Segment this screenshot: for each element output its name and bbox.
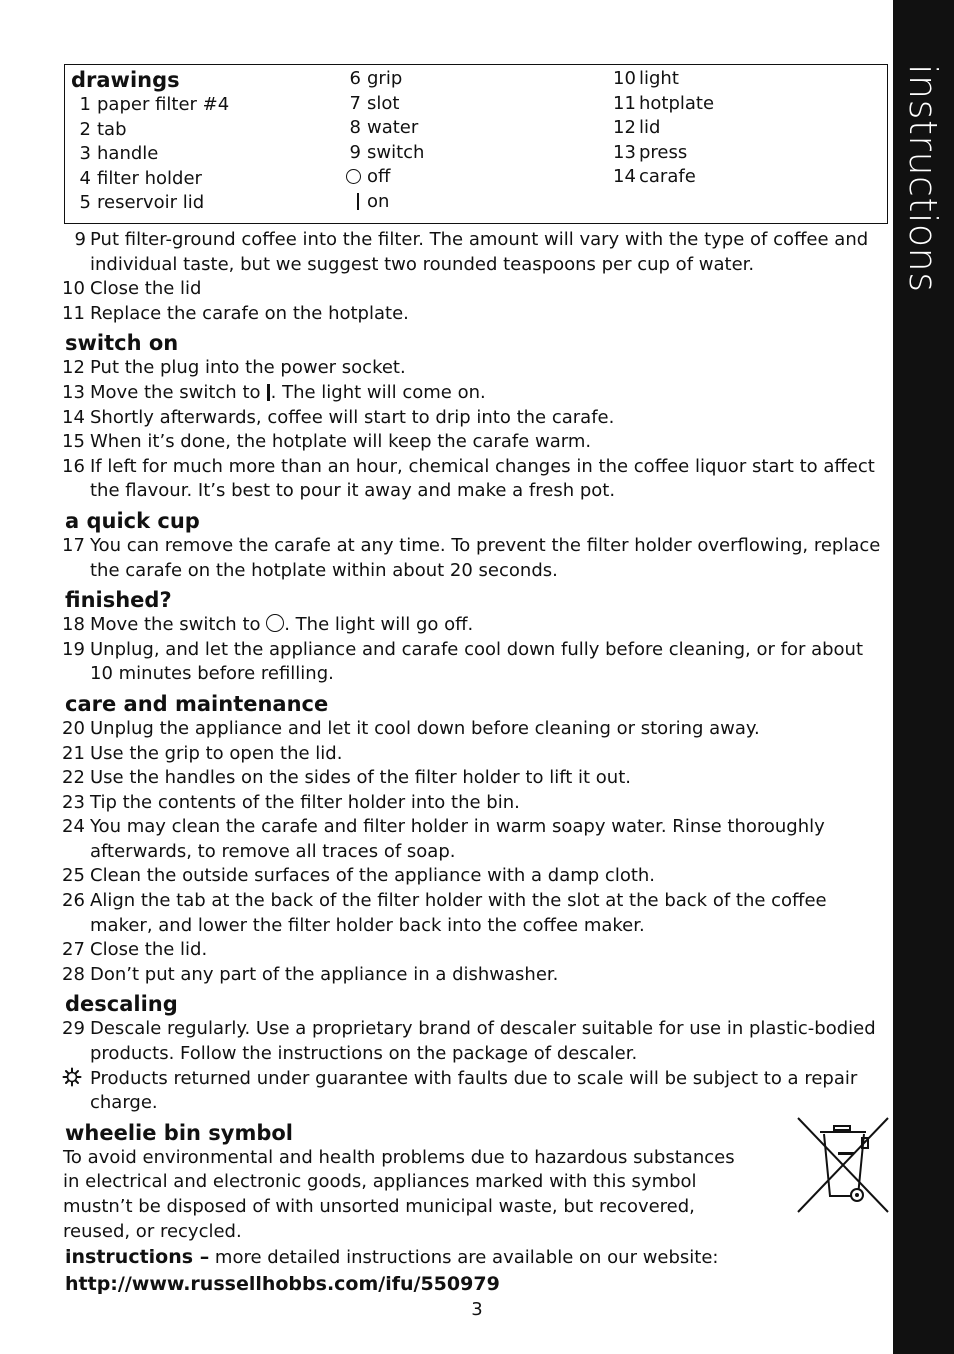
step-item: 17 You can remove the carafe at any time. To prevent the filter holder overflowing, replace the carafe on the hotplate within about 20 seconds. bbox=[62, 534, 881, 581]
part-item: 13 press bbox=[613, 141, 688, 163]
step-item: 12 Put the plug into the power socket. bbox=[62, 357, 406, 379]
section-title-switch-on: switch on bbox=[65, 331, 179, 356]
step-item: 28 Don’t put any part of the appliance in a dishwasher. bbox=[62, 963, 559, 985]
step-item: 20 Unplug the appliance and let it cool down before cleaning or storing away. bbox=[62, 717, 760, 739]
section-title-quick-cup: a quick cup bbox=[65, 508, 200, 533]
part-item: 11 hotplate bbox=[613, 92, 715, 114]
step-item: 13 Move the switch to . The light will come on. bbox=[62, 381, 486, 403]
warning-item: Products returned under guarantee with faults due to scale will be subject to a repair charge. bbox=[62, 1067, 888, 1116]
side-tab-label: instructions bbox=[901, 64, 945, 293]
instructions-website-line: instructions – more detailed instructions are available on our website: bbox=[65, 1246, 719, 1269]
off-symbol-icon bbox=[266, 614, 284, 632]
step-item: 24 You may clean the carafe and filter holder in warm soapy water. Rinse thoroughly afterwards, to remove all traces of soap. bbox=[62, 816, 825, 862]
part-item: 9 switch bbox=[349, 141, 425, 163]
side-tab bbox=[893, 0, 954, 1354]
part-item: 5 reservoir lid bbox=[79, 192, 205, 214]
step-item: 16 If left for much more than an hour, chemical changes in the coffee liquor start to affect the flavour. It’s best to pour it away and make a fresh pot. bbox=[62, 455, 875, 502]
step-item: 14 Shortly afterwards, coffee will start to drip into the carafe. bbox=[62, 406, 615, 428]
step-item: 23 Tip the contents of the filter holder into the bin. bbox=[62, 791, 520, 813]
step-item: 22 Use the handles on the sides of the filter holder to lift it out. bbox=[62, 767, 631, 789]
part-item: 12 lid bbox=[613, 117, 661, 139]
part-item: 8 water bbox=[349, 117, 419, 139]
part-item-on: on bbox=[341, 190, 424, 215]
step-item: 9 Put filter-ground coffee into the filter. The amount will vary with the type of coffee and individual taste, but we suggest two rounded teaspoons per cup of water. bbox=[74, 229, 869, 275]
drawings-box bbox=[64, 64, 888, 224]
drawings-column-1 bbox=[71, 67, 229, 216]
step-item: 27 Close the lid. bbox=[62, 939, 208, 961]
step-item: 15 When it’s done, the hotplate will keep the carafe warm. bbox=[62, 431, 592, 453]
part-item: 7 slot bbox=[349, 92, 400, 114]
step-item: 11 Replace the carafe on the hotplate. bbox=[62, 302, 409, 324]
step-item: 21 Use the grip to open the lid. bbox=[62, 742, 343, 764]
step-item: 26 Align the tab at the back of the filter holder with the slot at the back of the coffee maker, and lower the filter holder back into the coffee maker. bbox=[62, 890, 827, 936]
page-number: 3 bbox=[471, 1299, 483, 1320]
section-title-finished: finished? bbox=[65, 588, 172, 613]
on-symbol-icon bbox=[357, 193, 359, 210]
drawings-column-3 bbox=[613, 67, 714, 190]
off-symbol-icon bbox=[346, 169, 361, 184]
part-item: 3 handle bbox=[79, 143, 159, 165]
part-item: 10 light bbox=[613, 68, 679, 89]
part-item: 4 filter holder bbox=[79, 167, 202, 189]
on-symbol-icon bbox=[267, 384, 269, 401]
drawings-title: drawings bbox=[71, 68, 180, 92]
part-item-off: off bbox=[341, 165, 424, 190]
step-item: 10 Close the lid bbox=[62, 278, 202, 300]
wheelie-bin-text: To avoid environmental and health problems due to hazardous substances in electrical and electronic goods, appliances marked with this symbol mustn’t be disposed of with unsorted municipal waste, but recovered, reused, or recycled. bbox=[63, 1146, 735, 1242]
part-item: 6 grip bbox=[349, 68, 403, 89]
section-title-descaling: descaling bbox=[65, 992, 178, 1017]
crossed-out-wheelie-bin-icon bbox=[796, 1116, 890, 1214]
step-item: 29 Descale regularly. Use a proprietary brand of descaler suitable for use in plastic-bodied products. Follow the instructions on the package of descaler. bbox=[62, 1018, 876, 1065]
part-item: 1 paper filter #4 bbox=[79, 94, 230, 115]
step-item: 19 Unplug, and let the appliance and carafe cool down fully before cleaning, or for about 10 minutes before refilling. bbox=[62, 638, 864, 685]
section-title-wheelie-bin: wheelie bin symbol bbox=[65, 1120, 294, 1145]
gear-burst-icon bbox=[62, 1067, 82, 1087]
step-item: 25 Clean the outside surfaces of the appliance with a damp cloth. bbox=[62, 865, 656, 887]
step-item: 18 Move the switch to . The light will go off. bbox=[62, 614, 474, 636]
drawings-column-2 bbox=[341, 67, 424, 215]
website-link[interactable]: http://www.russellhobbs.com/ifu/550979 bbox=[65, 1273, 500, 1296]
part-item: 14 carafe bbox=[613, 166, 696, 188]
part-item: 2 tab bbox=[79, 118, 127, 140]
section-title-care: care and maintenance bbox=[65, 691, 329, 716]
instructions-content bbox=[62, 228, 888, 1298]
